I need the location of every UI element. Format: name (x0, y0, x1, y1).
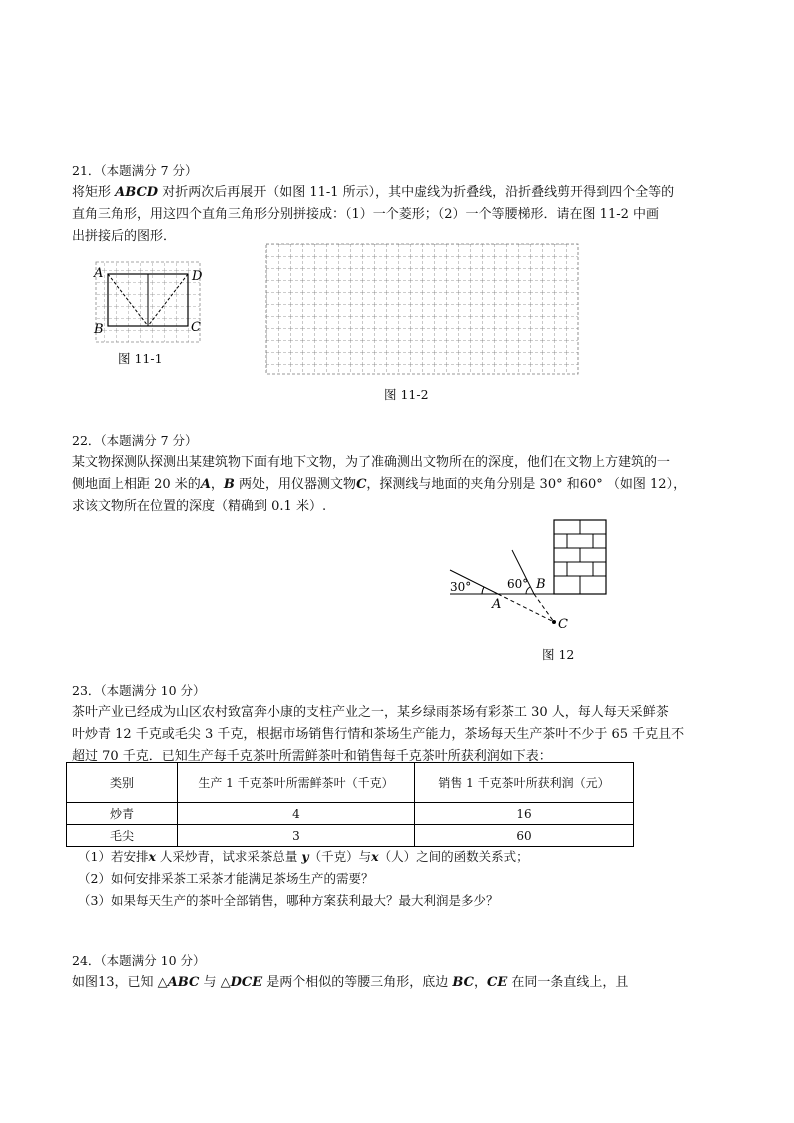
header-category: 类别 (67, 763, 178, 803)
q22-line-1: 某文物探测队探测出某建筑物下面有地下文物，为了准确测出文物所在的深度，他们在文物上方建筑的一 (72, 455, 671, 470)
row-profit: 16 (415, 803, 634, 825)
row-name: 毛尖 (67, 825, 178, 847)
q24-header: 24．（本题满分 10 分） (72, 953, 206, 968)
label-d: D (192, 269, 203, 284)
question-22 (72, 430, 722, 518)
q23-subquestion-1: （1）若安排x 人采炒青，试求采茶总量 y（千克）与x（人）之间的函数关系式； (78, 849, 529, 864)
point-c-label: C (558, 617, 568, 632)
question-21 (72, 160, 722, 248)
row-fresh: 4 (178, 803, 415, 825)
table-row (67, 803, 634, 825)
label-a: A (94, 266, 104, 281)
question-23 (72, 680, 722, 768)
figure-11-1 (92, 258, 212, 348)
tea-table (66, 762, 634, 847)
q23-line-1: 茶叶产业已经成为山区农村致富奔小康的支柱产业之一，某乡绿雨茶场有彩茶工 30 人，每人每天采鲜茶 (72, 705, 669, 720)
q23-subquestion-3: （3）如果每天生产的茶叶全部销售，哪种方案获利最大？最大利润是多少？ (78, 893, 499, 908)
header-profit: 销售 1 千克茶叶所获利润（元） (415, 763, 634, 803)
q23-header: 23．（本题满分 10 分） (72, 683, 206, 698)
label-b: B (94, 322, 104, 337)
q21-header: 21．（本题满分 7 分） (72, 163, 198, 178)
figure-11-2-caption: 图 11-2 (384, 387, 429, 402)
row-name: 炒青 (67, 803, 178, 825)
angle-60-label: 60° (507, 577, 529, 591)
point-b-label: B (536, 577, 546, 592)
q23-line-2: 叶炒青 12 千克或毛尖 3 千克，根据市场销售行情和茶场生产能力，茶场每天生产茶叶不少于 65 千克且不 (72, 727, 685, 742)
header-fresh-leaves: 生产 1 千克茶叶所需鲜茶叶（千克） (178, 763, 415, 803)
point-a-label: A (492, 597, 502, 612)
row-fresh: 3 (178, 825, 415, 847)
q23-line-3: 超过 70 千克．已知生产每千克茶叶所需鲜茶叶和销售每千克茶叶所获利润如下表： (72, 749, 552, 764)
figure-11-1-caption: 图 11-1 (118, 351, 163, 366)
angle-30-label: 30° (450, 580, 472, 594)
question-24 (72, 950, 722, 994)
figure-12 (448, 518, 638, 638)
q22-header: 22．（本题满分 7 分） (72, 433, 198, 448)
q23-subquestion-2: （2）如何安排采茶工采茶才能满足茶场生产的需要？ (78, 871, 374, 886)
row-profit: 60 (415, 825, 634, 847)
figure-12-caption: 图 12 (542, 647, 575, 662)
q21-line-3: 出拼接后的图形． (72, 229, 177, 244)
table-row (67, 825, 634, 847)
q21-line-1: 将矩形 ABCD 对折两次后再展开（如图 11-1 所示），其中虚线为折叠线，沿折叠线剪开得到四个全等的 (72, 185, 675, 200)
label-c: C (191, 320, 201, 335)
q24-line-1: 如图13，已知 △ABC 与 △DCE 是两个相似的等腰三角形，底边 BC，CE 在同一条直线上，且 (72, 975, 629, 990)
q22-line-3: 求该文物所在位置的深度（精确到 0.1 米）. (72, 499, 327, 514)
q21-line-2: 直角三角形，用这四个直角三角形分别拼接成：（1）一个菱形；（2）一个等腰梯形．请在图 11-2 中画 (72, 207, 660, 222)
q22-line-2: 侧地面上相距 20 米的A，B 两处，用仪器测文物C，探测线与地面的夹角分别是 30° 和60° （如图 12）， (72, 477, 687, 492)
table-header-row (67, 763, 634, 803)
figure-11-2 (266, 244, 578, 374)
